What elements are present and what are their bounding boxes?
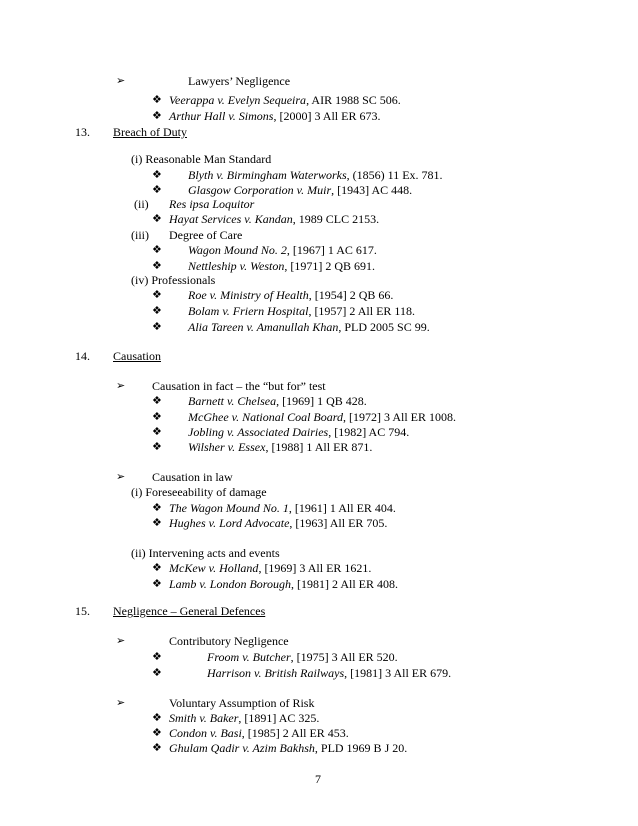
arrow-bullet-icon: ➢ (116, 634, 126, 647)
case-item: Glasgow Corporation v. Muir, [1943] AC 448. (188, 183, 413, 197)
diamond-bullet-icon: ❖ (152, 93, 162, 106)
arrow-bullet-icon: ➢ (116, 379, 126, 392)
section-heading: Negligence – General Defences (113, 604, 266, 618)
case-item: The Wagon Mound No. 1, [1961] 1 All ER 404. (169, 501, 396, 515)
diamond-bullet-icon: ❖ (152, 425, 162, 438)
case-item: McGhee v. National Coal Board, [1972] 3 All ER 1008. (188, 410, 456, 424)
diamond-bullet-icon: ❖ (152, 243, 162, 256)
case-item: Hayat Services v. Kandan, 1989 CLC 2153. (169, 212, 380, 226)
diamond-bullet-icon: ❖ (152, 726, 162, 739)
diamond-bullet-icon: ❖ (152, 183, 162, 196)
case-item: Wilsher v. Essex, [1988] 1 All ER 871. (188, 440, 373, 454)
case-item: Alia Tareen v. Amanullah Khan, PLD 2005 SC 99. (188, 320, 430, 334)
subheading: (ii) Intervening acts and events (131, 546, 280, 560)
case-item: Ghulam Qadir v. Azim Bakhsh, PLD 1969 B J 20. (169, 741, 408, 755)
subheading: (i) Foreseeability of damage (131, 485, 267, 499)
case-item: Condon v. Basi, [1985] 2 All ER 453. (169, 726, 349, 740)
diamond-bullet-icon: ❖ (152, 288, 162, 301)
case-item: McKew v. Holland, [1969] 3 All ER 1621. (169, 561, 372, 575)
diamond-bullet-icon: ❖ (152, 666, 162, 679)
subheading: Causation in law (152, 470, 233, 484)
diamond-bullet-icon: ❖ (152, 561, 162, 574)
subheading: Contributory Negligence (169, 634, 289, 648)
diamond-bullet-icon: ❖ (152, 650, 162, 663)
case-item: Lamb v. London Borough, [1981] 2 All ER 408. (169, 577, 399, 591)
arrow-bullet-icon: ➢ (116, 74, 126, 87)
subheading: Degree of Care (169, 228, 243, 242)
subheading-number: (ii) (134, 197, 149, 211)
diamond-bullet-icon: ❖ (152, 212, 162, 225)
case-item: Wagon Mound No. 2, [1967] 1 AC 617. (188, 243, 377, 257)
case-item: Froom v. Butcher, [1975] 3 All ER 520. (207, 650, 398, 664)
diamond-bullet-icon: ❖ (152, 741, 162, 754)
case-item: Blyth v. Birmingham Waterworks, (1856) 11 Ex. 781. (188, 168, 443, 182)
section-number: 13. (75, 125, 90, 139)
diamond-bullet-icon: ❖ (152, 394, 162, 407)
diamond-bullet-icon: ❖ (152, 304, 162, 317)
diamond-bullet-icon: ❖ (152, 577, 162, 590)
case-item: Barnett v. Chelsea, [1969] 1 QB 428. (188, 394, 367, 408)
case-item: Nettleship v. Weston, [1971] 2 QB 691. (188, 259, 375, 273)
diamond-bullet-icon: ❖ (152, 711, 162, 724)
diamond-bullet-icon: ❖ (152, 259, 162, 272)
section-heading: Breach of Duty (113, 125, 187, 139)
diamond-bullet-icon: ❖ (152, 410, 162, 423)
diamond-bullet-icon: ❖ (152, 440, 162, 453)
subheading: Causation in fact – the “but for” test (152, 379, 326, 393)
diamond-bullet-icon: ❖ (152, 501, 162, 514)
case-item: Arthur Hall v. Simons, [2000] 3 All ER 673. (169, 109, 381, 123)
case-item: Bolam v. Friern Hospital, [1957] 2 All ER 118. (188, 304, 415, 318)
case-item: Hughes v. Lord Advocate, [1963] All ER 705. (169, 516, 388, 530)
case-item: Harrison v. British Railways, [1981] 3 All ER 679. (207, 666, 452, 680)
diamond-bullet-icon: ❖ (152, 168, 162, 181)
lawyers-negligence-heading: Lawyers’ Negligence (188, 74, 291, 88)
case-item: Smith v. Baker, [1891] AC 325. (169, 711, 320, 725)
section-heading: Causation (113, 349, 161, 363)
case-item: Jobling v. Associated Dairies, [1982] AC 794. (188, 425, 410, 439)
page-number: 7 (315, 772, 321, 786)
section-number: 14. (75, 349, 90, 363)
diamond-bullet-icon: ❖ (152, 109, 162, 122)
case-item: Roe v. Ministry of Health, [1954] 2 QB 66. (188, 288, 394, 302)
diamond-bullet-icon: ❖ (152, 516, 162, 529)
section-number: 15. (75, 604, 90, 618)
arrow-bullet-icon: ➢ (116, 470, 126, 483)
subheading: Res ipsa Loquitor (169, 197, 255, 211)
subheading-number: (iii) (131, 228, 149, 242)
case-item: Veerappa v. Evelyn Sequeira, AIR 1988 SC 506. (169, 93, 401, 107)
subheading: (i) Reasonable Man Standard (131, 152, 272, 166)
subheading: (iv) Professionals (131, 273, 216, 287)
arrow-bullet-icon: ➢ (116, 696, 126, 709)
subheading: Voluntary Assumption of Risk (169, 696, 315, 710)
diamond-bullet-icon: ❖ (152, 320, 162, 333)
